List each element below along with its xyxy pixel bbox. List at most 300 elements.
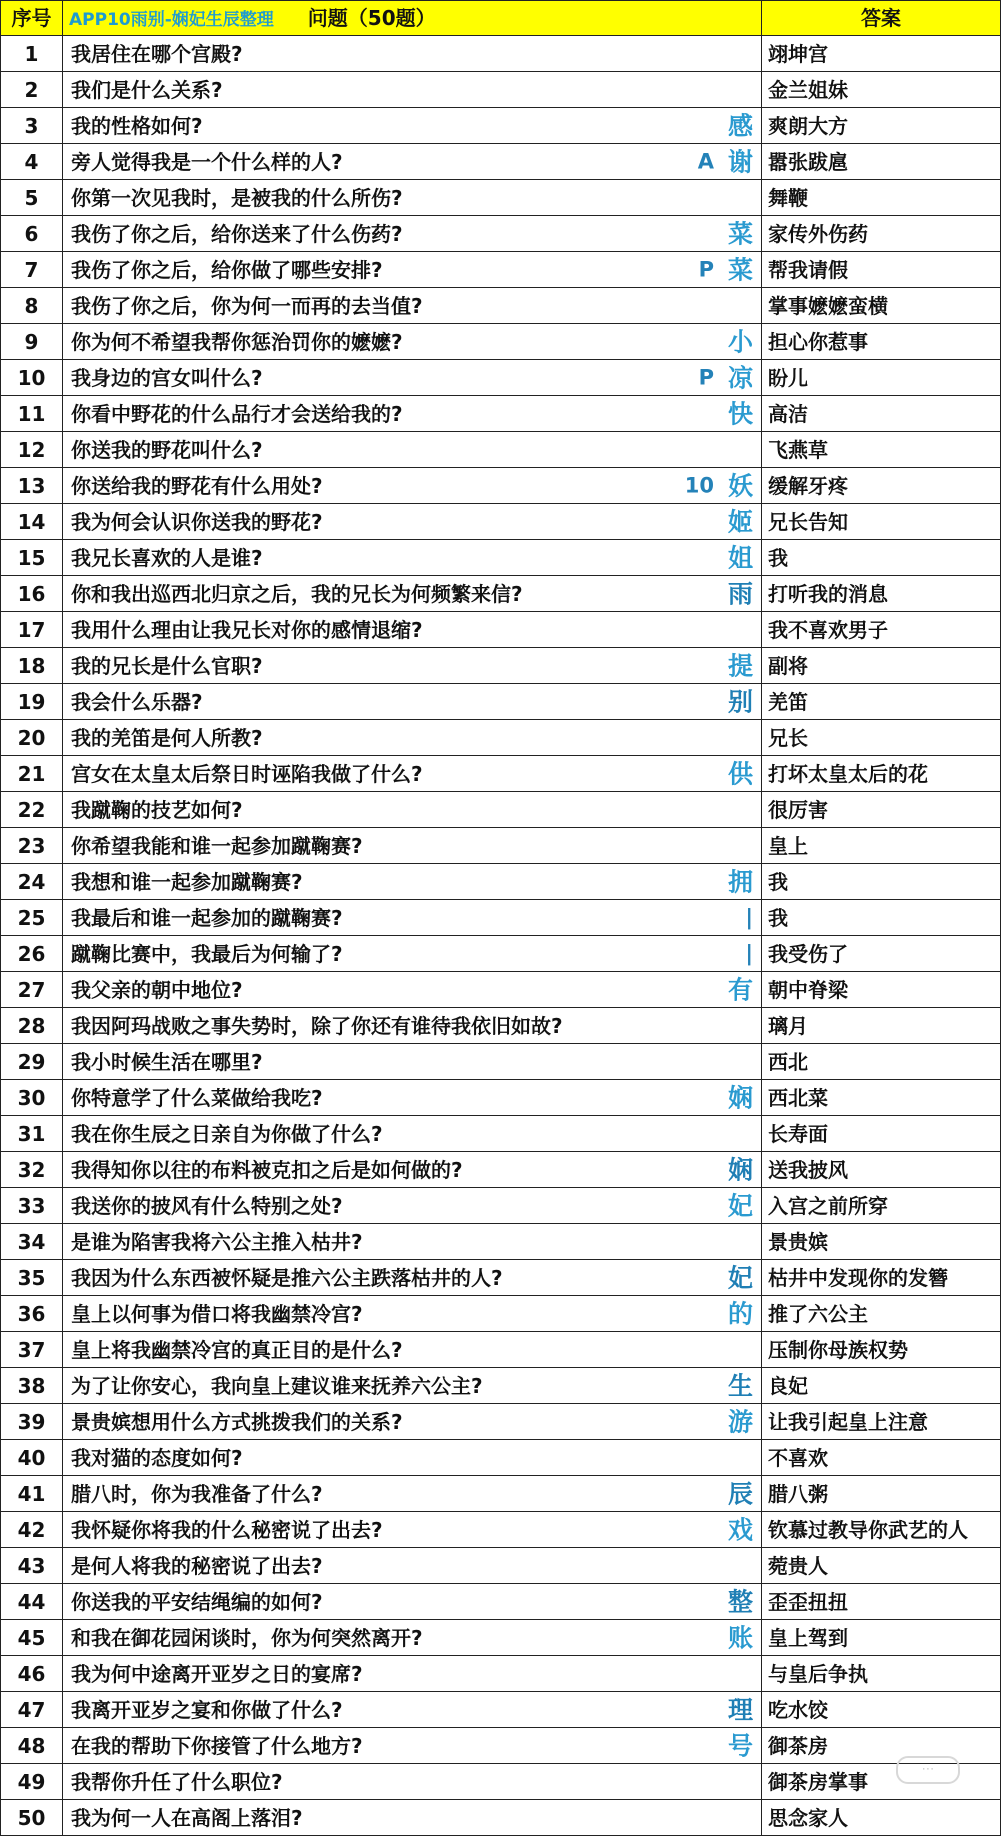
question-text: 我帮你升任了什么职位? (71, 1769, 283, 1794)
side-marks (728, 1157, 753, 1182)
table-row (1, 216, 1001, 252)
side-mark: 娴 (727, 1155, 753, 1184)
header-question (63, 1, 762, 36)
answer-cell: 与皇后争执 (762, 1656, 1001, 1692)
header-number: 序号 (1, 1, 63, 36)
question-cell (63, 324, 762, 360)
table-row (1, 1404, 1001, 1440)
question-cell (63, 1404, 762, 1440)
row-number: 32 (1, 1152, 63, 1188)
side-mark: 别 (727, 687, 753, 716)
answer-cell: 御茶房 (762, 1728, 1001, 1764)
question-text: 你送我的野花叫什么? (71, 437, 263, 462)
table-row (1, 684, 1001, 720)
row-number: 26 (1, 936, 63, 972)
row-number: 47 (1, 1692, 63, 1728)
side-marks (728, 221, 753, 246)
question-cell (63, 36, 762, 72)
table-row (1, 612, 1001, 648)
row-number: 9 (1, 324, 63, 360)
row-number: 46 (1, 1656, 63, 1692)
answer-cell: 入宫之前所穿 (762, 1188, 1001, 1224)
answer-cell: 舞鞭 (762, 180, 1001, 216)
side-char: 小 (727, 327, 753, 356)
side-char: 戏 (727, 1515, 753, 1544)
answer-cell: 我 (762, 540, 1001, 576)
table-row (1, 180, 1001, 216)
answer-cell: 吃水饺 (762, 1692, 1001, 1728)
question-cell (63, 684, 762, 720)
table-row (1, 1728, 1001, 1764)
answer-cell: 掌事嬷嬷蛮横 (762, 288, 1001, 324)
side-marks (699, 365, 753, 390)
side-marks (728, 977, 753, 1002)
question-text: 我小时候生活在哪里? (71, 1049, 263, 1074)
table-row (1, 936, 1001, 972)
question-text: 蹴鞠比赛中，我最后为何输了? (71, 941, 343, 966)
row-number: 8 (1, 288, 63, 324)
row-number: 25 (1, 900, 63, 936)
question-text: 和我在御花园闲谈时，你为何突然离开? (71, 1625, 423, 1650)
question-cell (63, 1044, 762, 1080)
question-text: 皇上将我幽禁冷宫的真正目的是什么? (71, 1337, 403, 1362)
side-marks (728, 1733, 753, 1758)
question-text: 我用什么理由让我兄长对你的感情退缩? (71, 617, 423, 642)
question-cell (63, 1188, 762, 1224)
question-text: 我的兄长是什么官职? (71, 653, 263, 678)
row-number: 19 (1, 684, 63, 720)
question-text: 我送你的披风有什么特别之处? (71, 1193, 343, 1218)
answer-cell: 飞燕草 (762, 432, 1001, 468)
row-number: 21 (1, 756, 63, 792)
answer-cell: 爽朗大方 (762, 108, 1001, 144)
table-row (1, 720, 1001, 756)
question-cell (63, 252, 762, 288)
question-cell (63, 504, 762, 540)
table-row (1, 828, 1001, 864)
question-text: 是谁为陷害我将六公主推入枯井? (71, 1229, 363, 1254)
table-row (1, 1548, 1001, 1584)
row-number: 31 (1, 1116, 63, 1152)
header-question-label: 问题（50题） (307, 5, 436, 30)
table-row (1, 1008, 1001, 1044)
table-row (1, 252, 1001, 288)
question-cell (63, 1764, 762, 1800)
row-number: 7 (1, 252, 63, 288)
question-cell (63, 756, 762, 792)
side-marks (745, 943, 753, 964)
table-row (1, 36, 1001, 72)
row-number: 3 (1, 108, 63, 144)
side-char: 感 (727, 111, 753, 140)
side-char: 拥 (727, 867, 753, 896)
table-row (1, 1800, 1001, 1836)
side-mark: | (745, 941, 753, 965)
row-number: 45 (1, 1620, 63, 1656)
side-char: 姐 (727, 543, 753, 572)
question-cell (63, 1548, 762, 1584)
row-number: 36 (1, 1296, 63, 1332)
row-number: 2 (1, 72, 63, 108)
question-cell (63, 216, 762, 252)
question-text: 我对猫的态度如何? (71, 1445, 243, 1470)
question-text: 为了让你安心，我向皇上建议谁来抚养六公主? (71, 1373, 483, 1398)
table-row (1, 1296, 1001, 1332)
question-cell (63, 1224, 762, 1260)
table-row (1, 1116, 1001, 1152)
answer-cell: 枯井中发现你的发簪 (762, 1260, 1001, 1296)
table-row (1, 792, 1001, 828)
question-cell (63, 108, 762, 144)
question-cell (63, 396, 762, 432)
table-row (1, 108, 1001, 144)
side-marks (698, 149, 753, 174)
question-text: 你希望我能和谁一起参加蹴鞠赛? (71, 833, 363, 858)
header-row (1, 1, 1001, 36)
row-number: 18 (1, 648, 63, 684)
answer-cell: 良妃 (762, 1368, 1001, 1404)
table-row (1, 972, 1001, 1008)
side-mark: 辰 (727, 1479, 753, 1508)
table-row (1, 504, 1001, 540)
side-mark: 理 (727, 1695, 753, 1724)
question-cell (63, 792, 762, 828)
table-row (1, 432, 1001, 468)
question-text: 你送我的平安结绳编的如何? (71, 1589, 323, 1614)
question-text: 你看中野花的什么品行才会送给我的? (71, 401, 403, 426)
row-number: 10 (1, 360, 63, 396)
row-number: 50 (1, 1800, 63, 1836)
question-cell (63, 1692, 762, 1728)
answer-cell: 送我披风 (762, 1152, 1001, 1188)
side-marks (699, 257, 753, 282)
side-char: 有 (727, 975, 753, 1004)
question-text: 你和我出巡西北归京之后，我的兄长为何频繁来信? (71, 581, 523, 606)
row-number: 33 (1, 1188, 63, 1224)
answer-cell: 很厉害 (762, 792, 1001, 828)
side-marks (728, 113, 753, 138)
question-text: 我伤了你之后，给你送来了什么伤药? (71, 221, 403, 246)
answer-cell: 西北 (762, 1044, 1001, 1080)
side-char: 号 (727, 1731, 753, 1760)
side-char: 快 (727, 399, 753, 428)
answer-cell: 不喜欢 (762, 1440, 1001, 1476)
question-cell (63, 180, 762, 216)
row-number: 16 (1, 576, 63, 612)
question-text: 我最后和谁一起参加的蹴鞠赛? (71, 905, 343, 930)
question-cell (63, 1728, 762, 1764)
answer-cell: 朝中脊梁 (762, 972, 1001, 1008)
side-marks (728, 1517, 753, 1542)
question-text: 我想和谁一起参加蹴鞠赛? (71, 869, 303, 894)
question-cell (63, 936, 762, 972)
question-cell (63, 864, 762, 900)
question-text: 我离开亚岁之宴和你做了什么? (71, 1697, 343, 1722)
side-char: 游 (727, 1407, 753, 1436)
row-number: 48 (1, 1728, 63, 1764)
question-cell (63, 1584, 762, 1620)
table-row (1, 288, 1001, 324)
question-text: 我们是什么关系? (71, 77, 223, 102)
side-marks (728, 1625, 753, 1650)
side-char: 妖 (727, 471, 753, 500)
question-cell (63, 1080, 762, 1116)
row-number: 34 (1, 1224, 63, 1260)
question-text: 你第一次见我时，是被我的什么所伤? (71, 185, 403, 210)
question-text: 我的性格如何? (71, 113, 203, 138)
row-number: 24 (1, 864, 63, 900)
table-row (1, 1584, 1001, 1620)
answer-cell: 长寿面 (762, 1116, 1001, 1152)
row-number: 49 (1, 1764, 63, 1800)
question-text: 我会什么乐器? (71, 689, 203, 714)
table-row (1, 1224, 1001, 1260)
answer-cell: 金兰姐妹 (762, 72, 1001, 108)
answer-cell: 歪歪扭扭 (762, 1584, 1001, 1620)
table-row (1, 1692, 1001, 1728)
side-marks (728, 1265, 753, 1290)
question-cell (63, 1620, 762, 1656)
side-marks (728, 869, 753, 894)
question-text: 我父亲的朝中地位? (71, 977, 243, 1002)
side-marks (728, 545, 753, 570)
row-number: 13 (1, 468, 63, 504)
answer-cell: 我 (762, 900, 1001, 936)
question-text: 我因阿玛战败之事失势时，除了你还有谁待我依旧如故? (71, 1013, 563, 1038)
side-marks (728, 1373, 753, 1398)
answer-cell: 推了六公主 (762, 1296, 1001, 1332)
table-row (1, 1512, 1001, 1548)
row-number: 43 (1, 1548, 63, 1584)
side-mark: 整 (727, 1587, 753, 1616)
question-cell (63, 576, 762, 612)
answer-cell: 我受伤了 (762, 936, 1001, 972)
row-number: 1 (1, 36, 63, 72)
question-cell (63, 1332, 762, 1368)
side-marks (728, 761, 753, 786)
side-marks (728, 1085, 753, 1110)
row-number: 11 (1, 396, 63, 432)
side-char: 娴 (727, 1083, 753, 1112)
side-marks (728, 689, 753, 714)
question-text: 景贵嫔想用什么方式挑拨我们的关系? (71, 1409, 403, 1434)
side-marks (728, 1301, 753, 1326)
answer-cell: 我 (762, 864, 1001, 900)
answer-cell: 御茶房掌事 (762, 1764, 1001, 1800)
answer-cell: 帮我请假 (762, 252, 1001, 288)
side-marks (728, 509, 753, 534)
answer-cell: 兄长告知 (762, 504, 1001, 540)
question-cell (63, 1440, 762, 1476)
side-mark: A (697, 149, 714, 173)
question-text: 你特意学了什么菜做给我吃? (71, 1085, 323, 1110)
table-row (1, 1476, 1001, 1512)
table-row (1, 1188, 1001, 1224)
question-text: 皇上以何事为借口将我幽禁冷宫? (71, 1301, 363, 1326)
question-cell (63, 648, 762, 684)
table-row (1, 1656, 1001, 1692)
question-text: 你为何不希望我帮你惩治罚你的嬷嬷? (71, 329, 403, 354)
question-text: 我为何中途离开亚岁之日的宴席? (71, 1661, 363, 1686)
question-cell (63, 1476, 762, 1512)
answer-cell: 高洁 (762, 396, 1001, 432)
row-number: 42 (1, 1512, 63, 1548)
question-text: 我兄长喜欢的人是谁? (71, 545, 263, 570)
question-cell (63, 972, 762, 1008)
side-mark: P (698, 257, 714, 281)
table-row (1, 864, 1001, 900)
question-cell (63, 540, 762, 576)
table-row (1, 648, 1001, 684)
side-char: 的 (727, 1299, 753, 1328)
answer-cell: 西北菜 (762, 1080, 1001, 1116)
question-text: 我伤了你之后，给你做了哪些安排? (71, 257, 383, 282)
question-cell (63, 1260, 762, 1296)
question-cell (63, 612, 762, 648)
question-text: 在我的帮助下你接管了什么地方? (71, 1733, 363, 1758)
row-number: 35 (1, 1260, 63, 1296)
answer-cell: 担心你惹事 (762, 324, 1001, 360)
row-number: 37 (1, 1332, 63, 1368)
question-text: 宫女在太皇太后祭日时诬陷我做了什么? (71, 761, 423, 786)
table-row (1, 468, 1001, 504)
side-mark: P (698, 365, 714, 389)
table-row (1, 144, 1001, 180)
side-marks (728, 401, 753, 426)
row-number: 30 (1, 1080, 63, 1116)
side-char: 谢 (727, 147, 753, 176)
table-row (1, 900, 1001, 936)
side-marks (685, 473, 753, 498)
question-text: 是何人将我的秘密说了出去? (71, 1553, 323, 1578)
side-char: 姬 (727, 507, 753, 536)
side-mark: 雨 (727, 579, 753, 608)
table-row (1, 1044, 1001, 1080)
side-mark: 妃 (727, 1263, 753, 1292)
question-text: 我居住在哪个宫殿? (71, 41, 243, 66)
table-row (1, 1620, 1001, 1656)
question-cell (63, 1008, 762, 1044)
row-number: 5 (1, 180, 63, 216)
answer-cell: 我不喜欢男子 (762, 612, 1001, 648)
table-row (1, 540, 1001, 576)
question-text: 我得知你以往的布料被克扣之后是如何做的? (71, 1157, 463, 1182)
row-number: 38 (1, 1368, 63, 1404)
question-cell (63, 144, 762, 180)
question-text: 你送给我的野花有什么用处? (71, 473, 323, 498)
row-number: 20 (1, 720, 63, 756)
question-text: 腊八时，你为我准备了什么? (71, 1481, 323, 1506)
question-cell (63, 720, 762, 756)
answer-cell: 副将 (762, 648, 1001, 684)
question-text: 我怀疑你将我的什么秘密说了出去? (71, 1517, 383, 1542)
side-mark: | (745, 905, 753, 929)
answer-cell: 翊坤宫 (762, 36, 1001, 72)
table-row (1, 324, 1001, 360)
question-text: 旁人觉得我是一个什么样的人? (71, 149, 343, 174)
side-char: 供 (727, 759, 753, 788)
table-row (1, 1332, 1001, 1368)
question-cell (63, 72, 762, 108)
qa-table-body (1, 1, 1001, 1836)
answer-cell: 钦慕过教导你武艺的人 (762, 1512, 1001, 1548)
row-number: 41 (1, 1476, 63, 1512)
row-number: 15 (1, 540, 63, 576)
answer-cell: 盼儿 (762, 360, 1001, 396)
question-cell (63, 1656, 762, 1692)
side-char: 菜 (727, 255, 753, 284)
side-char: 账 (727, 1623, 753, 1652)
question-text: 我为何会认识你送我的野花? (71, 509, 323, 534)
table-row (1, 360, 1001, 396)
side-mark: 10 (684, 473, 714, 497)
table-row (1, 1152, 1001, 1188)
question-text: 我身边的宫女叫什么? (71, 365, 263, 390)
question-cell (63, 828, 762, 864)
question-cell (63, 288, 762, 324)
answer-cell: 璃月 (762, 1008, 1001, 1044)
table-row (1, 756, 1001, 792)
row-number: 39 (1, 1404, 63, 1440)
row-number: 29 (1, 1044, 63, 1080)
table-row (1, 1440, 1001, 1476)
side-marks (728, 1409, 753, 1434)
answer-cell: 缓解牙疼 (762, 468, 1001, 504)
question-text: 我伤了你之后，你为何一而再的去当值? (71, 293, 423, 318)
header-title: APP10雨别-娴妃生辰整理 (69, 9, 274, 30)
table-row (1, 1368, 1001, 1404)
question-cell (63, 360, 762, 396)
table-row (1, 1080, 1001, 1116)
answer-cell: 让我引起皇上注意 (762, 1404, 1001, 1440)
question-cell (63, 900, 762, 936)
answer-cell: 打听我的消息 (762, 576, 1001, 612)
side-marks (728, 581, 753, 606)
question-text: 我因为什么东西被怀疑是推六公主跌落枯井的人? (71, 1265, 503, 1290)
question-cell (63, 1296, 762, 1332)
side-marks (728, 1589, 753, 1614)
question-cell (63, 1116, 762, 1152)
question-text: 我在你生辰之日亲自为你做了什么? (71, 1121, 383, 1146)
side-char: 妃 (727, 1191, 753, 1220)
question-cell (63, 1368, 762, 1404)
side-marks (728, 1697, 753, 1722)
answer-cell: 家传外伤药 (762, 216, 1001, 252)
answer-cell: 压制你母族权势 (762, 1332, 1001, 1368)
answer-cell: 皇上 (762, 828, 1001, 864)
side-marks (745, 907, 753, 928)
row-number: 44 (1, 1584, 63, 1620)
question-text: 我为何一人在高阁上落泪? (71, 1805, 303, 1830)
question-cell (63, 468, 762, 504)
header-answer: 答案 (762, 1, 1001, 36)
question-text: 我的羌笛是何人所教? (71, 725, 263, 750)
table-row (1, 576, 1001, 612)
row-number: 28 (1, 1008, 63, 1044)
side-char: 提 (727, 651, 753, 680)
row-number: 27 (1, 972, 63, 1008)
answer-cell: 菀贵人 (762, 1548, 1001, 1584)
question-cell (63, 432, 762, 468)
row-number: 23 (1, 828, 63, 864)
row-number: 40 (1, 1440, 63, 1476)
row-number: 4 (1, 144, 63, 180)
row-number: 17 (1, 612, 63, 648)
row-number: 14 (1, 504, 63, 540)
answer-cell: 思念家人 (762, 1800, 1001, 1836)
table-row (1, 72, 1001, 108)
table-row (1, 1764, 1001, 1800)
